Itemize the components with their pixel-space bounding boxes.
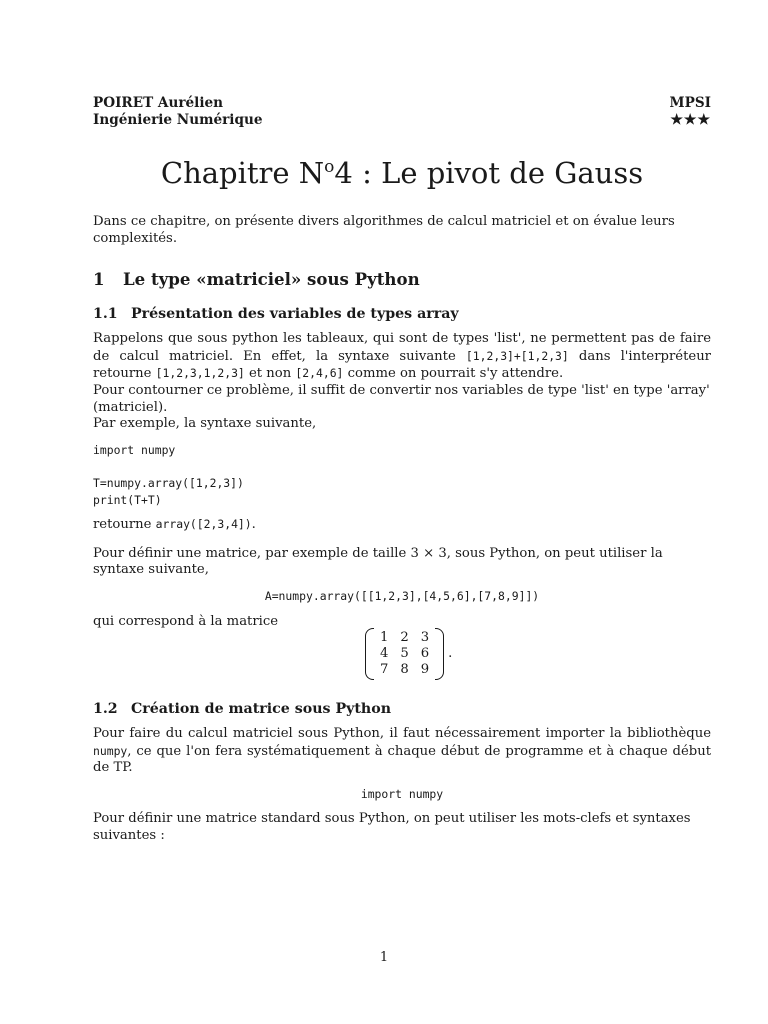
matrix-cell: 3: [420, 630, 430, 646]
page-header: [93, 95, 711, 129]
subsection-heading: 1.2 Création de matrice sous Python: [93, 701, 392, 718]
paragraph: qui correspond à la matrice: [93, 613, 279, 629]
class-name: MPSI: [669, 95, 711, 111]
matrix-cell: 7: [380, 662, 389, 678]
paragraph: Pour faire du calcul matriciel sous Python, il faut nécessairement importer la bibliothèque numpy, ce que l'on fera systématiquement à chaque début de programme et à chaque début de TP.: [93, 726, 711, 776]
section-heading: 1 Le type «matriciel» sous Python: [93, 269, 420, 290]
matrix-cell: 1: [380, 630, 389, 646]
subsection-heading: 1.1 Présentation des variables de types array: [93, 306, 459, 323]
paragraph: retourne array([2,3,4]).: [93, 517, 256, 533]
code-block: import numpy T=numpy.array([1,2,3]) print(T+T): [93, 442, 244, 507]
paragraph: Rappelons que sous python les tableaux, qui sont de types 'list', ne permettent pas de faire de calcul matriciel. En effet, la syntaxe suivante [1,2,3]+[1,2,3] dans l'interpréteur retourne [1,2,3,1,2,3] et non [2,4,6] comme on pourrait s'y attendre. Pour contourner ce problème, il suffit de convertir nos variables de type 'list' en type 'array' (matriciel). Par exemple, la syntaxe suivante,: [93, 331, 711, 432]
paragraph: Pour définir une matrice, par exemple de taille 3 × 3, sous Python, on peut utiliser la syntaxe suivante,: [93, 545, 663, 578]
code-line: A=numpy.array([[1,2,3],[4,5,6],[7,8,9]]): [264, 588, 540, 603]
paragraph: Pour définir une matrice standard sous Python, on peut utiliser les mots-clefs et syntaxes suivantes :: [93, 811, 691, 844]
document-page: [93, 95, 711, 845]
code-line: import numpy: [360, 786, 444, 801]
matrix-cell: 5: [400, 646, 409, 662]
matrix-cell: 4: [380, 646, 389, 662]
matrix-row: [374, 630, 435, 646]
matrix: [374, 630, 435, 678]
difficulty-stars: ★★★: [670, 112, 711, 128]
matrix-row: [374, 646, 435, 662]
right-parenthesis: [435, 628, 444, 680]
author-name: POIRET Aurélien: [93, 95, 224, 111]
chapter-title: Chapitre $N^o4$ : Le pivot de Gauss: [160, 156, 644, 190]
matrix-cell: 8: [400, 662, 409, 678]
page-number: 1: [379, 950, 389, 965]
matrix-cell: 6: [420, 646, 430, 662]
course-name: Ingénierie Numérique: [93, 112, 263, 128]
intro-paragraph: Dans ce chapitre, on présente divers algorithmes de calcul matriciel et on évalue leurs complexités.: [93, 214, 675, 246]
matrix-cell: 2: [400, 630, 409, 646]
matrix-cell: 9: [420, 662, 430, 678]
matrix-row: [374, 662, 435, 678]
matrix-display: 1 2 3 4 5 6 7 8 9 .: [93, 628, 711, 680]
left-parenthesis: [365, 628, 374, 680]
